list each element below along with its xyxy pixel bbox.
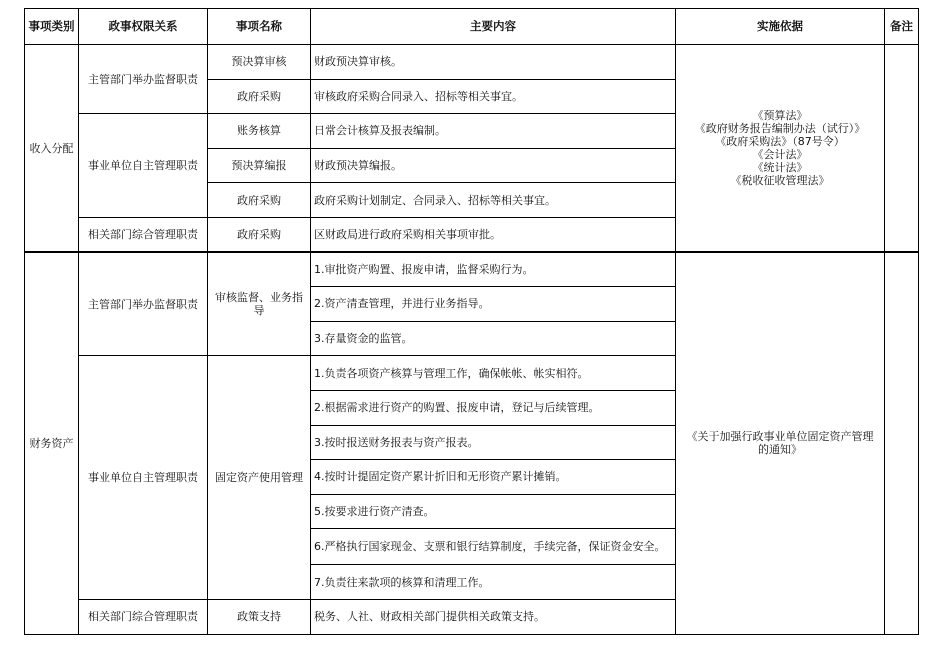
content-cell: 6.严格执行国家现金、支票和银行结算制度，手续完备，保证资金安全。 [311, 529, 676, 565]
basis-line: 《政府财务报告编制办法（试行）》 [694, 122, 866, 136]
item-name-cell: 审核监督、业务指导 [208, 252, 311, 356]
relation-cell: 相关部门综合管理职责 [79, 217, 208, 252]
item-name-cell: 政府采购 [208, 183, 311, 218]
item-name-cell: 政府采购 [208, 217, 311, 252]
basis-line: 《税收征收管理法》 [730, 174, 830, 188]
basis-line: 《统计法》 [752, 161, 808, 175]
content-cell: 区财政局进行政府采购相关事项审批。 [311, 217, 676, 252]
relation-cell: 主管部门举办监督职责 [79, 45, 208, 114]
basis-line: 《会计法》 [752, 148, 808, 162]
content-cell: 2.根据需求进行资产的购置、报废申请，登记与后续管理。 [311, 390, 676, 425]
content-cell: 4.按时计提固定资产累计折旧和无形资产累计摊销。 [311, 460, 676, 495]
basis-line: 《预算法》 [752, 109, 808, 123]
header-relation: 政事权限关系 [79, 9, 208, 45]
item-name-cell: 账务核算 [208, 114, 311, 149]
basis-cell [676, 45, 885, 253]
header-content: 主要内容 [311, 9, 676, 45]
table-row [25, 252, 919, 287]
content-cell: 7.负责往来款项的核算和清理工作。 [311, 565, 676, 600]
relation-cell: 事业单位自主管理职责 [79, 114, 208, 218]
content-cell: 5.按要求进行资产清查。 [311, 494, 676, 529]
item-name-cell: 预决算编报 [208, 148, 311, 183]
content-cell: 日常会计核算及报表编制。 [311, 114, 676, 149]
basis-cell [676, 252, 885, 634]
relation-cell: 主管部门举办监督职责 [79, 252, 208, 356]
basis-line: 《关于加强行政事业单位固定资产管理 [686, 430, 874, 444]
content-cell: 政府采购计划制定、合同录入、招标等相关事宜。 [311, 183, 676, 218]
content-cell: 1.审批资产购置、报废申请，监督采购行为。 [311, 252, 676, 287]
category-cell: 财务资产 [25, 252, 79, 634]
content-cell: 税务、人社、财政相关部门提供相关政策支持。 [311, 599, 676, 634]
section-income [25, 45, 919, 253]
note-cell [885, 252, 919, 634]
responsibility-table [24, 8, 919, 635]
table-row [25, 45, 919, 80]
section-finance-assets [25, 252, 919, 634]
header-category: 事项类别 [25, 9, 79, 45]
basis-line: 《政府采购法》（87号令） [715, 135, 845, 149]
content-cell: 1.负责各项资产核算与管理工作，确保帐帐、帐实相符。 [311, 356, 676, 391]
item-name-cell: 政府采购 [208, 79, 311, 114]
header-note: 备注 [885, 9, 919, 45]
content-cell: 2.资产清查管理，并进行业务指导。 [311, 287, 676, 322]
table-header-row [25, 9, 919, 45]
content-cell: 财政预决算审核。 [311, 45, 676, 80]
note-cell [885, 45, 919, 253]
item-name-cell: 预决算审核 [208, 45, 311, 80]
header-item: 事项名称 [208, 9, 311, 45]
content-cell: 3.存量资金的监管。 [311, 321, 676, 356]
item-name-cell: 固定资产使用管理 [208, 356, 311, 600]
content-cell: 财政预决算编报。 [311, 148, 676, 183]
content-cell: 审核政府采购合同录入、招标等相关事宜。 [311, 79, 676, 114]
relation-cell: 事业单位自主管理职责 [79, 356, 208, 600]
relation-cell: 相关部门综合管理职责 [79, 599, 208, 634]
basis-line: 的通知》 [758, 443, 802, 457]
category-cell: 收入分配 [25, 45, 79, 253]
header-basis: 实施依据 [676, 9, 885, 45]
content-cell: 3.按时报送财务报表与资产报表。 [311, 425, 676, 460]
item-name-cell: 政策支持 [208, 599, 311, 634]
